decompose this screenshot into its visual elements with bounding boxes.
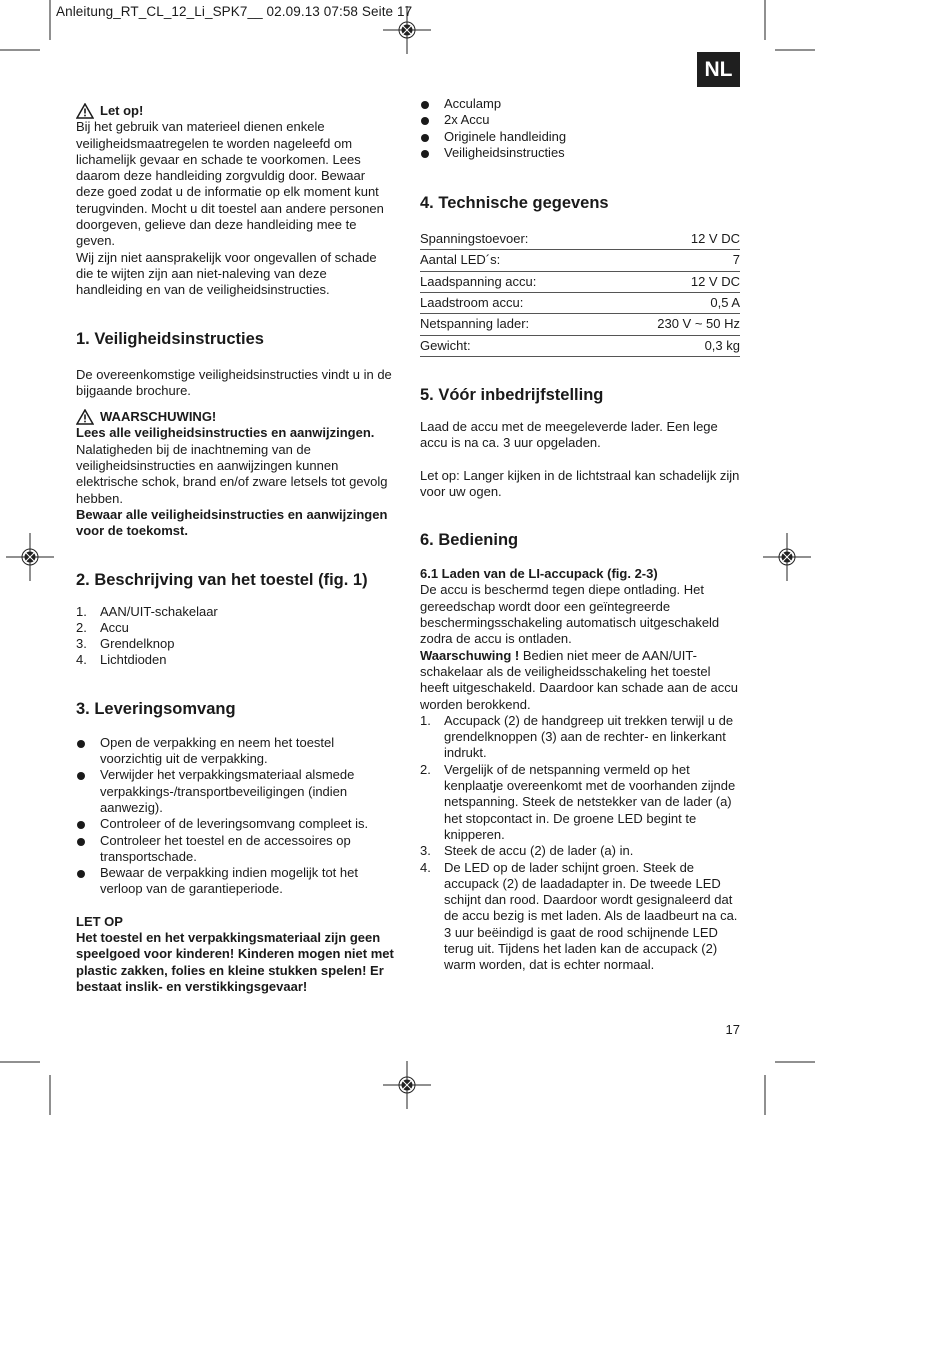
caution-title: Let op!: [100, 103, 144, 118]
list-item: Verwijder het verpakkingsmateriaal alsmede verpakkings-/transportbeveiligingen (indien aanwezig).: [76, 767, 394, 816]
warning-triangle-icon: [76, 409, 94, 425]
left-column: [76, 103, 394, 995]
list-item: Bewaar de verpakking indien mogelijk tot het verloop van de garantieperiode.: [76, 865, 394, 898]
list-item: Acculamp: [420, 96, 740, 112]
caution-heading: [76, 103, 394, 119]
list-item: 1. Accupack (2) de handgreep uit trekken terwijl u de grendelknoppen (3) aan de rechter- en linkerkant indrukt.: [420, 712, 734, 761]
warning-heading: [76, 409, 394, 425]
section-6-1-text: De accu is beschermd tegen diepe ontlading. Het gereedschap wordt door een geïntegreerde beschermingsschakeling automatisch uitgeschakeld zodra de accu is ontladen.: [420, 582, 720, 647]
list-item: Originele handleiding: [420, 129, 740, 145]
liability-text: Wij zijn niet aansprakelijk voor ongevallen of schade die te wijten zijn aan niet-naleving van deze handleiding en van de veiligheidsinstructies.: [76, 249, 377, 298]
list-item: Controleer of de leveringsomvang compleet is.: [76, 816, 394, 832]
section-6-title: 6. Bediening: [420, 531, 519, 550]
table-row: Spanningstoevoer: 12 V DC: [420, 229, 740, 250]
section-4-title: 4. Technische gegevens: [420, 194, 609, 213]
list-item: 2. Accu: [76, 619, 129, 635]
letop-text: Het toestel en het verpakkingsmateriaal zijn geen speelgoed voor kinderen! Kinderen mogen niet met plastic zakken, folies en kleine stukken spelen! Er bestaat inslik- en verstikkingsgevaar!: [76, 929, 394, 994]
warning-title: WAARSCHUWING!: [100, 409, 217, 425]
list-item: 3. Grendelknop: [76, 636, 175, 652]
registration-mark-right: [763, 533, 811, 581]
table-row: Netspanning lader: 230 V ~ 50 Hz: [420, 314, 740, 335]
section-1-text: De overeenkomstige veiligheidsinstructies vindt u in de bijgaande brochure.: [76, 366, 392, 398]
list-item: Veiligheidsinstructies: [420, 145, 740, 161]
section-2-title: 2. Beschrijving van het toestel (fig. 1): [76, 570, 368, 589]
language-badge: NL: [697, 52, 740, 87]
scope-list: [420, 96, 740, 161]
caution-text: Bij het gebruik van materieel dienen enkele veiligheidsmaatregelen te worden nageleefd om lichamelijk gevaar en schade te voorkomen. Lees daarom deze handleiding zorgvuldig door. Bewaar deze goed zodat u de informatie op elk moment kunt terugvinden. Mocht u dit toestel aan andere personen doorgeven, gelieve dan deze handleiding mee te geven.: [76, 119, 384, 249]
section-6-1-warning: Waarschuwing ! Bedien niet meer de AAN/UIT-schakelaar als de veiligheidsschakeling het toestel heeft uitgeschakeld. Daardoor kan schade aan de accu worden berokkend.: [420, 647, 738, 712]
warning-bold-2: Bewaar alle veiligheidsinstructies en aanwijzingen voor de toekomst.: [76, 506, 388, 539]
warning-triangle-icon: [76, 103, 94, 119]
registration-mark-bottom: [383, 1061, 431, 1109]
list-item: 4. Lichtdioden: [76, 652, 167, 668]
parts-list: [76, 604, 394, 669]
table-row: Aantal LED´s: 7: [420, 250, 740, 271]
section-3-title: 3. Leveringsomvang: [76, 699, 236, 718]
delivery-steps-list: [76, 735, 394, 898]
charging-steps-list: [420, 713, 740, 974]
warning-text: Nalatigheden bij de inachtneming van de veiligheidsinstructies en aanwijzingen kunnen elektrische schok, brand en/of zware letsels tot gevolg hebben.: [76, 441, 388, 506]
section-1-title: 1. Veiligheidsinstructies: [76, 329, 264, 348]
section-5-text-2: Let op: Langer kijken in de lichtstraal kan schadelijk zijn voor uw ogen.: [420, 467, 740, 499]
list-item: 3. Steek de accu (2) de lader (a) in.: [420, 843, 634, 859]
list-item: 4. De LED op de lader schijnt groen. Steek de accupack (2) de laadadapter in. De tweede LED schijnt dan rood. Daardoor wordt gesignaleerd dat de accu bezig is met laden. Als de laadbeurt na ca. 3 uur beëindigd is gaat de rood schijnende LED terug uit. Tijdens het laden kan de accupack (2) warm worden, dat is echter normaal.: [420, 859, 738, 973]
section-5-text-1: Laad de accu met de meegeleverde lader. Een lege accu is na ca. 3 uur opgeladen.: [420, 418, 718, 451]
list-item: 2x Accu: [420, 112, 740, 128]
list-item: 2. Vergelijk of de netspanning vermeld op het kenplaatje overeenkomt met de voorhanden zijnde netspanning. Steek de netstekker van de lader (a) het stopcontact in. De groene LED begint te knipperen.: [420, 761, 736, 842]
table-row: Laadstroom accu: 0,5 A: [420, 293, 740, 314]
print-header: Anleitung_RT_CL_12_Li_SPK7__ 02.09.13 07:58 Seite 17: [56, 4, 413, 19]
right-column: [420, 96, 740, 974]
table-row: Laadspanning accu: 12 V DC: [420, 271, 740, 292]
page-number: 17: [725, 1022, 740, 1037]
table-row: Gewicht: 0,3 kg: [420, 335, 740, 356]
list-item: 1. AAN/UIT-schakelaar: [76, 603, 218, 619]
list-item: Controleer het toestel en de accessoires op transportschade.: [76, 833, 394, 866]
registration-mark-left: [6, 533, 54, 581]
registration-mark-top: [383, 6, 431, 54]
warning-bold: Lees alle veiligheidsinstructies en aanwijzingen.: [76, 425, 375, 441]
list-item: Open de verpakking en neem het toestel voorzichtig uit de verpakking.: [76, 735, 394, 768]
section-6-1-title: 6.1 Laden van de LI-accupack (fig. 2-3): [420, 566, 658, 582]
spec-table: [420, 229, 740, 357]
section-5-title: 5. Vóór inbedrijfstelling: [420, 385, 604, 404]
letop-title: LET OP: [76, 913, 123, 929]
